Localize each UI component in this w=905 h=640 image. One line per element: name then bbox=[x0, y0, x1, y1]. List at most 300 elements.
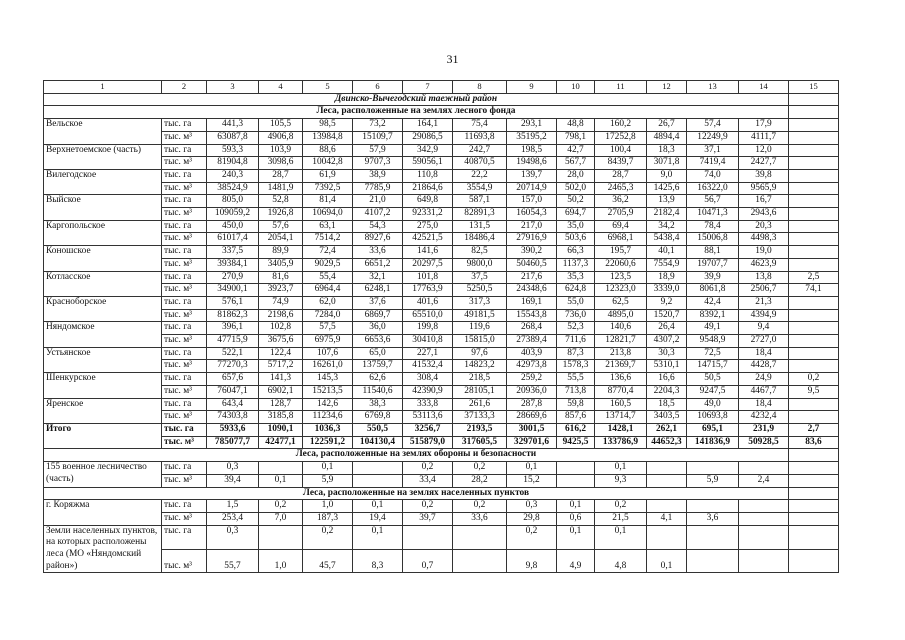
value-cell: 213,8 bbox=[595, 347, 647, 360]
value-cell: 21,3 bbox=[739, 296, 789, 309]
value-cell: 576,1 bbox=[207, 296, 259, 309]
value-cell bbox=[789, 131, 839, 144]
value-cell: 6902,1 bbox=[259, 385, 303, 398]
value-cell: 49,0 bbox=[687, 398, 739, 411]
value-cell: 5,9 bbox=[687, 474, 739, 487]
value-cell: 217,6 bbox=[507, 271, 557, 284]
value-cell: 13,8 bbox=[739, 271, 789, 284]
value-cell: 160,5 bbox=[595, 398, 647, 411]
value-cell: 695,1 bbox=[687, 423, 739, 436]
value-cell: 0,3 bbox=[207, 462, 259, 475]
value-cell bbox=[789, 335, 839, 348]
value-cell: 2,4 bbox=[739, 474, 789, 487]
value-cell: 102,8 bbox=[259, 322, 303, 335]
value-cell: 57,9 bbox=[353, 144, 403, 157]
value-cell: 19498,6 bbox=[507, 157, 557, 170]
value-cell: 103,9 bbox=[259, 144, 303, 157]
value-cell: 66,3 bbox=[557, 246, 595, 259]
value-cell: 49,1 bbox=[687, 322, 739, 335]
value-cell: 9,0 bbox=[647, 169, 687, 182]
unit-label: тыс. м³ bbox=[162, 131, 207, 144]
district-title-row bbox=[44, 93, 839, 106]
unit-label: тыс. га bbox=[162, 169, 207, 182]
value-cell: 4623,9 bbox=[739, 258, 789, 271]
unit-label: тыс. м³ bbox=[162, 233, 207, 246]
value-cell: 231,9 bbox=[739, 423, 789, 436]
unit-label: тыс. м³ bbox=[162, 335, 207, 348]
value-cell: 139,7 bbox=[507, 169, 557, 182]
value-cell: 198,5 bbox=[507, 144, 557, 157]
value-cell: 131,5 bbox=[453, 220, 507, 233]
table-row bbox=[44, 423, 839, 436]
value-cell: 26,4 bbox=[647, 322, 687, 335]
value-cell: 515879,0 bbox=[403, 436, 453, 449]
value-cell: 15109,7 bbox=[353, 131, 403, 144]
value-cell bbox=[353, 474, 403, 487]
table-row bbox=[44, 500, 839, 513]
table-row bbox=[44, 284, 839, 297]
value-cell bbox=[687, 500, 739, 513]
value-cell: 81904,8 bbox=[207, 157, 259, 170]
value-cell: 6869,7 bbox=[353, 309, 403, 322]
empty-cell bbox=[789, 487, 839, 500]
value-cell: 55,7 bbox=[207, 549, 259, 573]
value-cell: 119,6 bbox=[453, 322, 507, 335]
value-cell: 38,9 bbox=[353, 169, 403, 182]
row-name: Итого bbox=[44, 423, 162, 448]
column-number: 10 bbox=[557, 81, 595, 94]
value-cell bbox=[789, 208, 839, 221]
value-cell bbox=[789, 398, 839, 411]
value-cell bbox=[789, 360, 839, 373]
value-cell: 52,8 bbox=[259, 195, 303, 208]
value-cell: 74,9 bbox=[259, 296, 303, 309]
value-cell: 55,5 bbox=[557, 373, 595, 386]
value-cell: 4498,3 bbox=[739, 233, 789, 246]
value-cell: 329701,6 bbox=[507, 436, 557, 449]
value-cell: 17,9 bbox=[739, 119, 789, 132]
value-cell: 19,4 bbox=[353, 512, 403, 525]
value-cell: 28105,1 bbox=[453, 385, 507, 398]
value-cell: 2204,3 bbox=[647, 385, 687, 398]
value-cell bbox=[687, 525, 739, 549]
value-cell: 50,5 bbox=[687, 373, 739, 386]
unit-label: тыс. м³ bbox=[162, 360, 207, 373]
value-cell: 2427,7 bbox=[739, 157, 789, 170]
value-cell bbox=[789, 246, 839, 259]
value-cell: 33,6 bbox=[453, 512, 507, 525]
table-row bbox=[44, 144, 839, 157]
value-cell: 9247,5 bbox=[687, 385, 739, 398]
value-cell: 3071,8 bbox=[647, 157, 687, 170]
table-row bbox=[44, 309, 839, 322]
value-cell bbox=[353, 462, 403, 475]
value-cell: 337,5 bbox=[207, 246, 259, 259]
value-cell: 55,4 bbox=[303, 271, 353, 284]
value-cell: 270,9 bbox=[207, 271, 259, 284]
value-cell: 35,3 bbox=[557, 271, 595, 284]
value-cell: 9,8 bbox=[507, 549, 557, 573]
value-cell: 522,1 bbox=[207, 347, 259, 360]
value-cell: 14823,2 bbox=[453, 360, 507, 373]
value-cell: 18,5 bbox=[647, 398, 687, 411]
value-cell bbox=[453, 549, 507, 573]
value-cell: 3923,7 bbox=[259, 284, 303, 297]
value-cell: 35,0 bbox=[557, 220, 595, 233]
value-cell: 141,3 bbox=[259, 373, 303, 386]
value-cell: 136,6 bbox=[595, 373, 647, 386]
value-cell bbox=[789, 525, 839, 549]
unit-label: тыс. га bbox=[162, 195, 207, 208]
unit-label: тыс. м³ bbox=[162, 436, 207, 449]
value-cell: 52,3 bbox=[557, 322, 595, 335]
table-row bbox=[44, 131, 839, 144]
value-cell bbox=[789, 474, 839, 487]
value-cell: 7284,0 bbox=[303, 309, 353, 322]
value-cell: 1578,3 bbox=[557, 360, 595, 373]
column-number: 12 bbox=[647, 81, 687, 94]
value-cell: 2,5 bbox=[789, 271, 839, 284]
column-number: 8 bbox=[453, 81, 507, 94]
value-cell: 242,7 bbox=[453, 144, 507, 157]
value-cell: 785077,7 bbox=[207, 436, 259, 449]
value-cell: 3405,9 bbox=[259, 258, 303, 271]
value-cell: 14715,7 bbox=[687, 360, 739, 373]
value-cell: 7,0 bbox=[259, 512, 303, 525]
unit-label: тыс. га bbox=[162, 423, 207, 436]
value-cell: 20714,9 bbox=[507, 182, 557, 195]
value-cell: 29086,5 bbox=[403, 131, 453, 144]
value-cell: 83,6 bbox=[789, 436, 839, 449]
value-cell: 109059,2 bbox=[207, 208, 259, 221]
value-cell bbox=[789, 296, 839, 309]
table-row bbox=[44, 462, 839, 475]
value-cell bbox=[789, 549, 839, 573]
value-cell: 42,7 bbox=[557, 144, 595, 157]
page-number: 31 bbox=[446, 52, 459, 66]
value-cell: 7785,9 bbox=[353, 182, 403, 195]
value-cell bbox=[789, 512, 839, 525]
table-row bbox=[44, 474, 839, 487]
unit-label: тыс. м³ bbox=[162, 385, 207, 398]
value-cell: 81,4 bbox=[303, 195, 353, 208]
value-cell: 40,1 bbox=[647, 246, 687, 259]
value-cell: 15,2 bbox=[507, 474, 557, 487]
value-cell bbox=[557, 462, 595, 475]
row-name: Няндомское bbox=[44, 322, 162, 347]
value-cell: 33,4 bbox=[403, 474, 453, 487]
value-cell: 36,2 bbox=[595, 195, 647, 208]
value-cell: 240,3 bbox=[207, 169, 259, 182]
value-cell: 1137,3 bbox=[557, 258, 595, 271]
unit-label: тыс. м³ bbox=[162, 411, 207, 424]
table-row bbox=[44, 411, 839, 424]
value-cell: 11540,6 bbox=[353, 385, 403, 398]
value-cell: 624,8 bbox=[557, 284, 595, 297]
value-cell: 657,6 bbox=[207, 373, 259, 386]
value-cell: 32,1 bbox=[353, 271, 403, 284]
value-cell: 50,2 bbox=[557, 195, 595, 208]
value-cell: 4394,9 bbox=[739, 309, 789, 322]
value-cell: 2193,5 bbox=[453, 423, 507, 436]
value-cell: 0,1 bbox=[595, 525, 647, 549]
empty-cell bbox=[789, 93, 839, 106]
value-cell: 19707,7 bbox=[687, 258, 739, 271]
value-cell: 16261,0 bbox=[303, 360, 353, 373]
value-cell: 12323,0 bbox=[595, 284, 647, 297]
value-cell: 5,9 bbox=[303, 474, 353, 487]
value-cell: 62,5 bbox=[595, 296, 647, 309]
value-cell: 59056,1 bbox=[403, 157, 453, 170]
table-row bbox=[44, 398, 839, 411]
value-cell: 75,4 bbox=[453, 119, 507, 132]
value-cell: 27389,4 bbox=[507, 335, 557, 348]
value-cell: 11234,6 bbox=[303, 411, 353, 424]
value-cell: 39,9 bbox=[687, 271, 739, 284]
value-cell: 0,2 bbox=[453, 500, 507, 513]
value-cell: 122,4 bbox=[259, 347, 303, 360]
value-cell: 643,4 bbox=[207, 398, 259, 411]
value-cell: 28669,6 bbox=[507, 411, 557, 424]
value-cell: 81862,3 bbox=[207, 309, 259, 322]
value-cell: 11693,8 bbox=[453, 131, 507, 144]
value-cell: 9425,5 bbox=[557, 436, 595, 449]
value-cell: 195,7 bbox=[595, 246, 647, 259]
row-name: г. Коряжма bbox=[44, 500, 162, 525]
value-cell: 649,8 bbox=[403, 195, 453, 208]
value-cell: 342,9 bbox=[403, 144, 453, 157]
value-cell: 88,6 bbox=[303, 144, 353, 157]
value-cell: 2705,9 bbox=[595, 208, 647, 221]
value-cell: 8770,4 bbox=[595, 385, 647, 398]
value-cell: 0,1 bbox=[595, 462, 647, 475]
value-cell: 36,0 bbox=[353, 322, 403, 335]
value-cell: 38524,9 bbox=[207, 182, 259, 195]
value-cell: 16322,0 bbox=[687, 182, 739, 195]
value-cell: 8439,7 bbox=[595, 157, 647, 170]
value-cell: 164,1 bbox=[403, 119, 453, 132]
section-title-row bbox=[44, 449, 839, 462]
value-cell: 18,4 bbox=[739, 398, 789, 411]
value-cell: 4894,4 bbox=[647, 131, 687, 144]
section-title: Леса, расположенные на землях обороны и безопасности bbox=[44, 449, 789, 462]
table-row bbox=[44, 208, 839, 221]
value-cell: 105,5 bbox=[259, 119, 303, 132]
row-name: Выйское bbox=[44, 195, 162, 220]
table-row bbox=[44, 373, 839, 386]
value-cell: 65,0 bbox=[353, 347, 403, 360]
value-cell: 24,9 bbox=[739, 373, 789, 386]
value-cell: 798,1 bbox=[557, 131, 595, 144]
value-cell: 287,8 bbox=[507, 398, 557, 411]
table-row bbox=[44, 246, 839, 259]
value-cell: 123,5 bbox=[595, 271, 647, 284]
row-name: Каргопольское bbox=[44, 220, 162, 245]
value-cell: 396,1 bbox=[207, 322, 259, 335]
value-cell: 39,8 bbox=[739, 169, 789, 182]
value-cell: 8061,8 bbox=[687, 284, 739, 297]
column-number: 6 bbox=[353, 81, 403, 94]
unit-label: тыс. га bbox=[162, 296, 207, 309]
value-cell: 390,2 bbox=[507, 246, 557, 259]
value-cell bbox=[789, 411, 839, 424]
value-cell: 616,2 bbox=[557, 423, 595, 436]
value-cell: 0,1 bbox=[303, 462, 353, 475]
row-name: Котласское bbox=[44, 271, 162, 296]
value-cell: 69,4 bbox=[595, 220, 647, 233]
value-cell: 333,8 bbox=[403, 398, 453, 411]
row-name: Красноборское bbox=[44, 296, 162, 321]
value-cell: 28,7 bbox=[595, 169, 647, 182]
unit-label: тыс. га bbox=[162, 144, 207, 157]
value-cell: 401,6 bbox=[403, 296, 453, 309]
value-cell: 74,0 bbox=[687, 169, 739, 182]
value-cell: 805,0 bbox=[207, 195, 259, 208]
value-cell: 502,0 bbox=[557, 182, 595, 195]
value-cell: 104130,4 bbox=[353, 436, 403, 449]
value-cell: 1481,9 bbox=[259, 182, 303, 195]
table-row bbox=[44, 385, 839, 398]
value-cell: 9029,5 bbox=[303, 258, 353, 271]
value-cell: 39,7 bbox=[403, 512, 453, 525]
value-cell: 33,6 bbox=[353, 246, 403, 259]
value-cell: 0,2 bbox=[507, 525, 557, 549]
table-row bbox=[44, 335, 839, 348]
value-cell: 82891,3 bbox=[453, 208, 507, 221]
value-cell: 2943,6 bbox=[739, 208, 789, 221]
value-cell: 50460,5 bbox=[507, 258, 557, 271]
value-cell: 13,9 bbox=[647, 195, 687, 208]
value-cell: 62,0 bbox=[303, 296, 353, 309]
value-cell: 21,0 bbox=[353, 195, 403, 208]
value-cell: 145,3 bbox=[303, 373, 353, 386]
value-cell: 21369,7 bbox=[595, 360, 647, 373]
value-cell: 503,6 bbox=[557, 233, 595, 246]
value-cell: 4906,8 bbox=[259, 131, 303, 144]
value-cell: 6653,6 bbox=[353, 335, 403, 348]
value-cell: 169,1 bbox=[507, 296, 557, 309]
row-name: Устьянское bbox=[44, 347, 162, 372]
value-cell bbox=[453, 525, 507, 549]
value-cell bbox=[789, 119, 839, 132]
value-cell: 81,6 bbox=[259, 271, 303, 284]
value-cell: 34,2 bbox=[647, 220, 687, 233]
column-number: 3 bbox=[207, 81, 259, 94]
value-cell: 22,2 bbox=[453, 169, 507, 182]
value-cell: 0,7 bbox=[403, 549, 453, 573]
value-cell: 3339,0 bbox=[647, 284, 687, 297]
value-cell: 13984,8 bbox=[303, 131, 353, 144]
value-cell: 15815,0 bbox=[453, 335, 507, 348]
table-row bbox=[44, 271, 839, 284]
value-cell: 1,0 bbox=[303, 500, 353, 513]
value-cell: 9565,9 bbox=[739, 182, 789, 195]
value-cell: 0,6 bbox=[557, 512, 595, 525]
table-row bbox=[44, 157, 839, 170]
column-number: 14 bbox=[739, 81, 789, 94]
value-cell: 308,4 bbox=[403, 373, 453, 386]
value-cell bbox=[789, 220, 839, 233]
value-cell: 73,2 bbox=[353, 119, 403, 132]
value-cell: 1520,7 bbox=[647, 309, 687, 322]
value-cell: 63,1 bbox=[303, 220, 353, 233]
value-cell bbox=[789, 182, 839, 195]
value-cell: 268,4 bbox=[507, 322, 557, 335]
value-cell: 140,6 bbox=[595, 322, 647, 335]
value-cell: 317,3 bbox=[453, 296, 507, 309]
value-cell: 4,8 bbox=[595, 549, 647, 573]
value-cell: 65510,0 bbox=[403, 309, 453, 322]
value-cell: 8927,6 bbox=[353, 233, 403, 246]
value-cell: 3403,5 bbox=[647, 411, 687, 424]
value-cell bbox=[789, 157, 839, 170]
value-cell: 4107,2 bbox=[353, 208, 403, 221]
value-cell: 13759,7 bbox=[353, 360, 403, 373]
value-cell: 9,4 bbox=[739, 322, 789, 335]
value-cell bbox=[739, 462, 789, 475]
value-cell bbox=[789, 309, 839, 322]
value-cell: 3185,8 bbox=[259, 411, 303, 424]
section-title: Леса, расположенные на землях лесного фонда bbox=[44, 106, 789, 119]
column-number: 5 bbox=[303, 81, 353, 94]
value-cell: 2054,1 bbox=[259, 233, 303, 246]
value-cell: 15213,5 bbox=[303, 385, 353, 398]
value-cell: 26,7 bbox=[647, 119, 687, 132]
table-row bbox=[44, 360, 839, 373]
value-cell: 20,3 bbox=[739, 220, 789, 233]
value-cell: 0,2 bbox=[789, 373, 839, 386]
value-cell bbox=[687, 549, 739, 573]
value-cell: 0,2 bbox=[403, 500, 453, 513]
value-cell: 7392,5 bbox=[303, 182, 353, 195]
value-cell: 122591,2 bbox=[303, 436, 353, 449]
table-row bbox=[44, 169, 839, 182]
value-cell: 24348,6 bbox=[507, 284, 557, 297]
value-cell: 736,0 bbox=[557, 309, 595, 322]
value-cell: 133786,9 bbox=[595, 436, 647, 449]
section-title-row bbox=[44, 487, 839, 500]
value-cell: 12,0 bbox=[739, 144, 789, 157]
value-cell: 713,8 bbox=[557, 385, 595, 398]
value-cell: 88,1 bbox=[687, 246, 739, 259]
row-name: 155 военное лесничество (часть) bbox=[44, 462, 162, 487]
value-cell: 20297,5 bbox=[403, 258, 453, 271]
row-name: Шенкурское bbox=[44, 373, 162, 398]
value-cell: 187,3 bbox=[303, 512, 353, 525]
forest-table bbox=[43, 80, 839, 573]
value-cell: 15006,8 bbox=[687, 233, 739, 246]
value-cell: 19,0 bbox=[739, 246, 789, 259]
value-cell bbox=[789, 195, 839, 208]
value-cell: 4232,4 bbox=[739, 411, 789, 424]
column-number: 7 bbox=[403, 81, 453, 94]
value-cell bbox=[789, 258, 839, 271]
value-cell: 42973,8 bbox=[507, 360, 557, 373]
value-cell: 17252,8 bbox=[595, 131, 647, 144]
value-cell: 3554,9 bbox=[453, 182, 507, 195]
district-title: Двинско-Вычегодский таежный район bbox=[44, 93, 789, 106]
value-cell: 1926,8 bbox=[259, 208, 303, 221]
value-cell: 37,1 bbox=[687, 144, 739, 157]
value-cell: 4111,7 bbox=[739, 131, 789, 144]
value-cell: 7419,4 bbox=[687, 157, 739, 170]
value-cell: 42390,9 bbox=[403, 385, 453, 398]
value-cell: 0,1 bbox=[557, 500, 595, 513]
value-cell: 76047,1 bbox=[207, 385, 259, 398]
value-cell: 1428,1 bbox=[595, 423, 647, 436]
unit-label: тыс. м³ bbox=[162, 258, 207, 271]
column-number: 1 bbox=[44, 81, 162, 94]
